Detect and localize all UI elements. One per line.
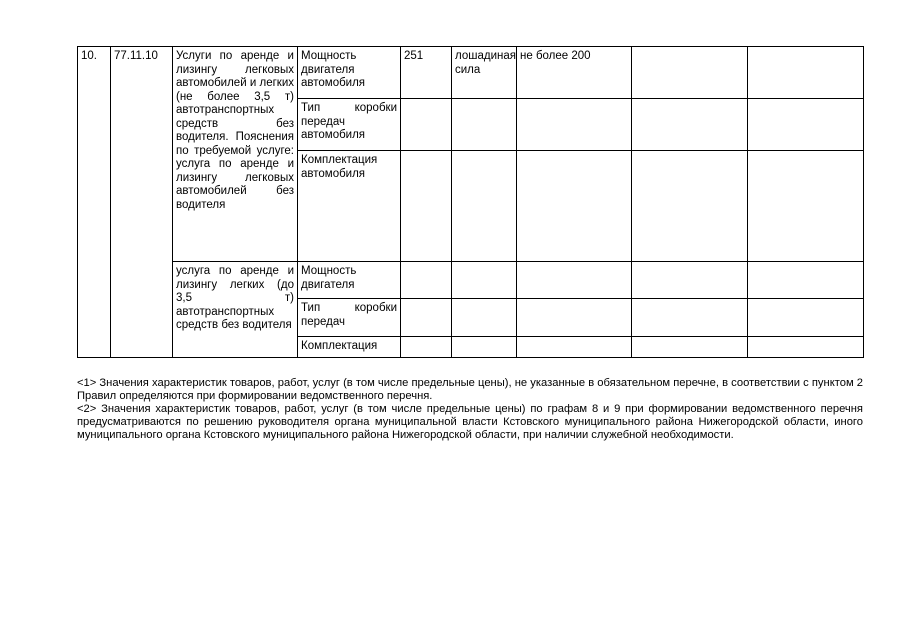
unit-code-cell — [401, 337, 452, 358]
characteristic-name-cell: Тип коробки передач автомобиля — [298, 99, 401, 151]
column-8-cell — [632, 47, 748, 99]
column-8-cell — [632, 299, 748, 337]
characteristic-name-cell: Мощность двигателя автомобиля — [298, 47, 401, 99]
unit-code-cell — [401, 299, 452, 337]
table-row — [78, 262, 864, 299]
value-cell — [517, 262, 632, 299]
okpd2-code-cell: 77.11.10 — [111, 47, 173, 358]
column-9-cell — [748, 299, 864, 337]
column-9-cell — [748, 337, 864, 358]
value-cell — [517, 337, 632, 358]
characteristic-name-cell: Тип коробки передач — [298, 299, 401, 337]
column-8-cell — [632, 337, 748, 358]
unit-code-cell — [401, 99, 452, 151]
unit-code-cell — [401, 262, 452, 299]
footnote-2: <2> Значения характеристик товаров, работ, услуг (в том числе предельные цены) по графам 8 и 9 при формировании ведомственного перечня предусматриваются по решению руководителя органа муниципальной власти Кстовского муниципального района Нижегородской области, иного муниципального органа Кстовского муниципального района Нижегородской области, при наличии служебной необходимости. — [77, 403, 863, 441]
characteristic-name-cell: Комплектация — [298, 337, 401, 358]
characteristic-name-cell: Комплектация автомобиля — [298, 151, 401, 262]
unit-code-cell — [401, 151, 452, 262]
value-cell — [517, 99, 632, 151]
characteristics-table — [77, 46, 864, 358]
unit-name-cell: лошадиная сила — [452, 47, 517, 99]
footnotes — [77, 377, 863, 442]
column-9-cell — [748, 151, 864, 262]
unit-name-cell — [452, 262, 517, 299]
table-row — [78, 47, 864, 99]
unit-code-cell: 251 — [401, 47, 452, 99]
value-cell — [517, 299, 632, 337]
unit-name-cell — [452, 299, 517, 337]
column-8-cell — [632, 151, 748, 262]
column-9-cell — [748, 47, 864, 99]
row-number-cell: 10. — [78, 47, 111, 358]
column-8-cell — [632, 262, 748, 299]
footnote-1: <1> Значения характеристик товаров, работ, услуг (в том числе предельные цены), не указанные в обязательном перечне, в соответствии с пунктом 2 Правил определяются при формировании ведомственного перечня. — [77, 377, 863, 402]
value-cell — [517, 151, 632, 262]
unit-name-cell — [452, 151, 517, 262]
service-description-cell: Услуги по аренде и лизингу легковых автомобилей и легких (не более 3,5 т) автотранспортных средств без водителя. Пояснения по требуемой услуге: услуга по аренде и лизингу легковых автомобилей без водителя — [173, 47, 298, 262]
unit-name-cell — [452, 99, 517, 151]
characteristic-name-cell: Мощность двигателя — [298, 262, 401, 299]
value-cell: не более 200 — [517, 47, 632, 99]
column-8-cell — [632, 99, 748, 151]
unit-name-cell — [452, 337, 517, 358]
column-9-cell — [748, 262, 864, 299]
column-9-cell — [748, 99, 864, 151]
service-description-cell: услуга по аренде и лизингу легких (до 3,5 т) автотранспортных средств без водителя — [173, 262, 298, 358]
